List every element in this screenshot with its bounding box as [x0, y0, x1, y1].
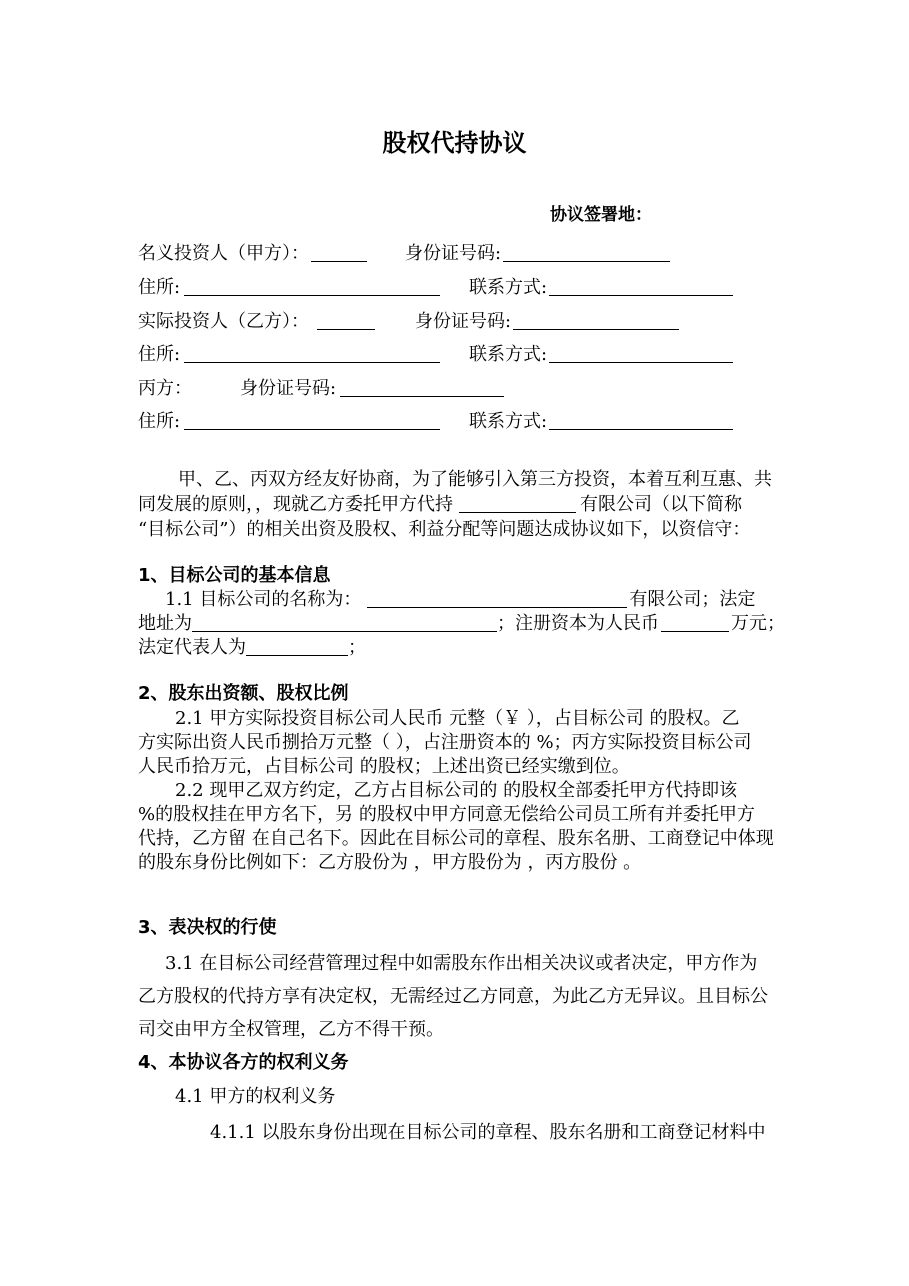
party-a-address-label: 住所:: [138, 277, 181, 298]
party-b-contact-field: [469, 343, 733, 367]
clause-line: [165, 588, 755, 612]
party-a-contact-blank: [549, 279, 733, 296]
clause-text: 地址为: [138, 613, 192, 634]
section-4-heading: 4、本协议各方的权利义务: [138, 1052, 349, 1073]
clause-line: 代持，乙方留 在自己名下。因此在目标公司的章程、股东名册、工商登记中体现: [138, 828, 774, 849]
clause-line: 方实际出资人民币捌拾万元整（ ），占注册资本的 %；丙方实际投资目标公司: [138, 732, 752, 753]
party-b-id-field: [415, 310, 679, 334]
signing-place-label: 协议签署地：: [550, 205, 652, 225]
party-a-id-blank: [503, 245, 670, 262]
clause-line: [138, 636, 366, 660]
party-c-contact-blank: [549, 413, 733, 430]
party-c-address-blank: [184, 413, 440, 430]
party-b-address-blank: [184, 346, 440, 363]
party-c-name-label: 丙方：: [138, 378, 192, 399]
party-b-address-label: 住所:: [138, 344, 181, 365]
registered-capital-blank: [661, 615, 729, 632]
party-b-id-label: 身份证号码:: [415, 311, 512, 332]
intro-line: “目标公司”）的相关出资及股权、利益分配等问题达成协议如下，以资信守：: [138, 519, 751, 540]
party-c-address-field: [138, 410, 440, 434]
intro-text: 同发展的原则，，现就乙方委托甲方代持: [138, 494, 453, 515]
clause-line: 3.1 在目标公司经营管理过程中如需股东作出相关决议或者决定，甲方作为: [165, 953, 758, 974]
party-a-name-blank: [311, 245, 367, 262]
clause-text: 1.1 目标公司的名称为：: [165, 589, 362, 610]
clause-line: 2.2 现甲乙双方约定，乙方占目标公司的 的股权全部委托甲方代持即该: [175, 780, 738, 801]
party-c-contact-label: 联系方式:: [469, 411, 548, 432]
party-a-address-blank: [184, 279, 440, 296]
party-a-id-label: 身份证号码:: [405, 243, 502, 264]
party-a-name-field: [138, 242, 367, 266]
party-c-address-label: 住所:: [138, 411, 181, 432]
section-2-heading: 2、股东出资额、股权比例: [138, 683, 349, 704]
legal-representative-blank: [246, 639, 348, 656]
subsection-heading: 4.1 甲方的权利义务: [175, 1086, 336, 1107]
party-a-contact-label: 联系方式:: [469, 277, 548, 298]
intro-line: [138, 493, 742, 517]
entrusted-company-blank: [459, 496, 576, 513]
party-b-name-blank: [317, 313, 375, 330]
party-a-address-field: [138, 276, 440, 300]
section-1-heading: 1、目标公司的基本信息: [138, 565, 331, 586]
party-c-id-field: [240, 377, 504, 401]
clause-text: ；注册资本为人民币: [497, 613, 659, 634]
party-b-address-field: [138, 343, 440, 367]
clause-text: 有限公司；法定: [629, 589, 756, 610]
party-b-contact-label: 联系方式:: [469, 344, 548, 365]
intro-text: 有限公司（以下简称: [580, 494, 742, 515]
party-c-id-label: 身份证号码:: [240, 378, 337, 399]
party-a-contact-field: [469, 276, 733, 300]
party-b-name-field: [138, 310, 375, 334]
clause-line: 的股东身份比例如下：乙方股份为 ，甲方股份为 ，丙方股份 。: [138, 852, 642, 873]
party-c-id-blank: [340, 380, 504, 397]
clause-line: 乙方股权的代持方享有决定权，无需经过乙方同意，为此乙方无异议。且目标公: [138, 986, 768, 1007]
party-a-name-label: 名义投资人（甲方）：: [138, 243, 309, 264]
clause-line: 人民币拾万元，占目标公司 的股权；上述出资已经实缴到位。: [138, 756, 630, 777]
clause-text: 法定代表人为: [138, 637, 246, 658]
clause-line: %的股权挂在甲方名下，另 的股权中甲方同意无偿给公司员工所有并委托甲方: [138, 804, 755, 825]
party-a-id-field: [405, 242, 670, 266]
party-b-contact-blank: [549, 346, 733, 363]
clause-line: [138, 612, 785, 636]
clause-line: 4.1.1 以股东身份出现在目标公司的章程、股东名册和工商登记材料中: [210, 1122, 766, 1143]
clause-text: ；: [348, 637, 366, 658]
company-name-blank: [367, 591, 627, 608]
section-3-heading: 3、表决权的行使: [138, 917, 277, 938]
document-title: 股权代持协议: [382, 129, 527, 157]
party-b-id-blank: [513, 313, 679, 330]
clause-text: 万元；: [731, 613, 785, 634]
intro-line: 甲、乙、丙双方经友好协商，为了能够引入第三方投资，本着互利互惠、共: [178, 469, 772, 490]
party-b-name-label: 实际投资人（乙方）：: [138, 311, 309, 332]
clause-line: 司交由甲方全权管理，乙方不得干预。: [138, 1019, 444, 1040]
party-c-contact-field: [469, 410, 733, 434]
company-address-blank: [192, 615, 497, 632]
clause-line: 2.1 甲方实际投资目标公司人民币 元整（￥ ），占目标公司 的股权。乙: [175, 708, 740, 729]
